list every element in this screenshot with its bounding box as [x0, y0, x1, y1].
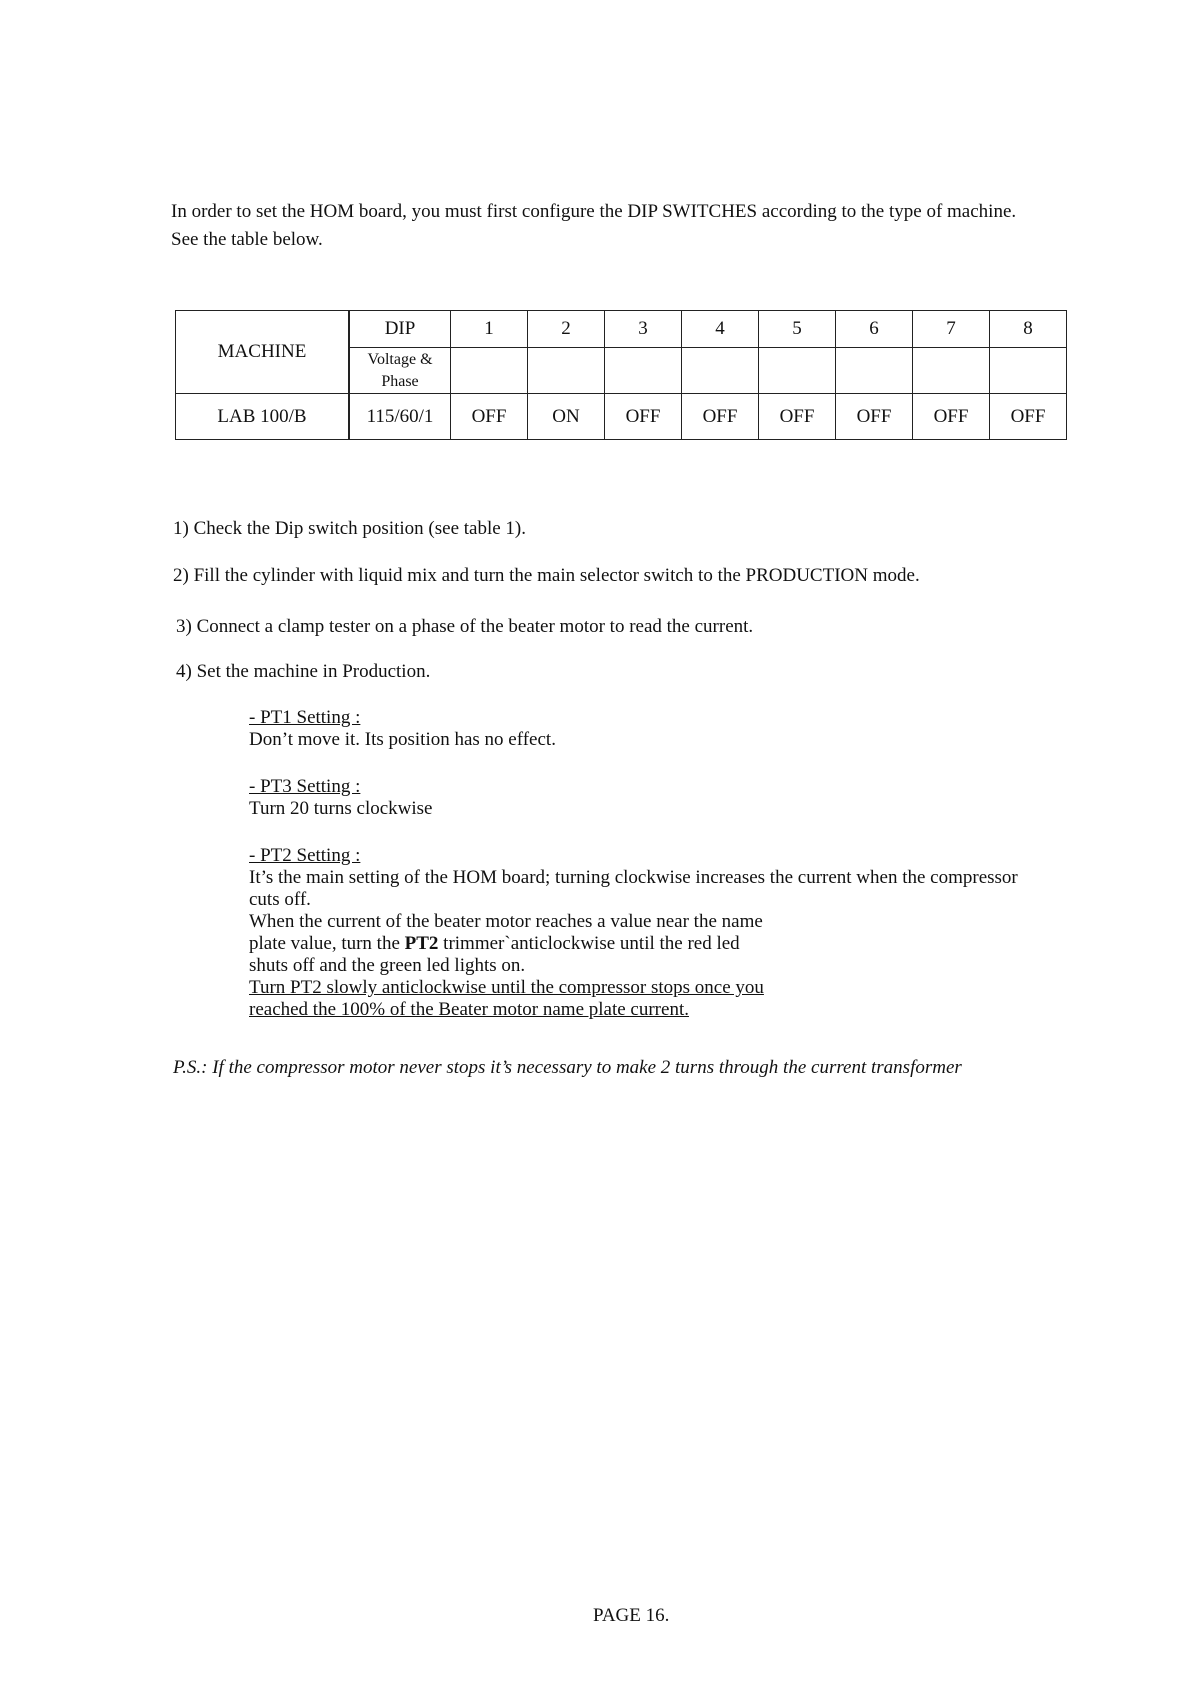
voltage-label-line-2: Phase	[381, 372, 419, 390]
empty-cell	[605, 348, 682, 394]
pt1-header: - PT1 Setting :	[249, 707, 361, 728]
pt1-text: Don’t move it. Its position has no effect.	[249, 729, 556, 750]
pt2-header: - PT2 Setting :	[249, 845, 361, 866]
switch-number-7: 7	[913, 311, 990, 348]
dip-switch-table	[175, 310, 1067, 440]
machine-header: MACHINE	[176, 311, 350, 394]
switch-state-8: OFF	[990, 394, 1067, 440]
voltage-phase-label	[349, 348, 451, 394]
empty-cell	[451, 348, 528, 394]
step-3: 3) Connect a clamp tester on a phase of the beater motor to read the current.	[176, 616, 754, 637]
pt2-line-4-bold: PT2	[404, 933, 439, 954]
switch-number-4: 4	[682, 311, 759, 348]
voltage-phase-value: 115/60/1	[349, 394, 451, 440]
pt2-line-4	[249, 933, 1018, 955]
pt2-line-6: Turn PT2 slowly anticlockwise until the compressor stops once you	[249, 977, 764, 998]
machine-value: LAB 100/B	[176, 394, 350, 440]
switch-number-3: 3	[605, 311, 682, 348]
empty-cell	[990, 348, 1067, 394]
empty-cell	[759, 348, 836, 394]
step-1: 1) Check the Dip switch position (see table 1).	[173, 518, 527, 539]
switch-state-4: OFF	[682, 394, 759, 440]
empty-cell	[682, 348, 759, 394]
pt3-setting	[249, 776, 433, 820]
pt2-line-4-post: trimmer`anticlockwise until the red led	[438, 933, 740, 954]
pt2-line-5: shuts off and the green led lights on.	[249, 955, 526, 976]
switch-state-6: OFF	[836, 394, 913, 440]
dip-label: DIP	[349, 311, 451, 348]
switch-number-1: 1	[451, 311, 528, 348]
switch-number-5: 5	[759, 311, 836, 348]
pt3-text: Turn 20 turns clockwise	[249, 798, 433, 819]
switch-number-6: 6	[836, 311, 913, 348]
intro-paragraph	[171, 198, 1111, 254]
empty-cell	[836, 348, 913, 394]
switch-state-5: OFF	[759, 394, 836, 440]
empty-cell	[913, 348, 990, 394]
pt1-setting	[249, 707, 556, 751]
pt2-line-2: cuts off.	[249, 889, 311, 910]
pt2-line-3: When the current of the beater motor reaches a value near the name	[249, 911, 763, 932]
intro-line-1: In order to set the HOM board, you must first configure the DIP SWITCHES according to the type of machine.	[171, 201, 1017, 222]
pt2-setting	[249, 845, 1018, 1021]
step-4: 4) Set the machine in Production.	[176, 661, 431, 682]
pt2-line-4-pre: plate value, turn the	[249, 933, 405, 954]
switch-number-2: 2	[528, 311, 605, 348]
pt3-header: - PT3 Setting :	[249, 776, 361, 797]
switch-state-2: ON	[528, 394, 605, 440]
step-2: 2) Fill the cylinder with liquid mix and turn the main selector switch to the PRODUCTION mode.	[173, 565, 920, 586]
switch-state-3: OFF	[605, 394, 682, 440]
voltage-label-line-1: Voltage &	[367, 350, 433, 368]
pt2-line-1: It’s the main setting of the HOM board; turning clockwise increases the current when the compressor	[249, 867, 1018, 888]
intro-line-2: See the table below.	[171, 229, 323, 250]
page-number: PAGE 16.	[593, 1605, 670, 1626]
switch-state-1: OFF	[451, 394, 528, 440]
ps-note: P.S.: If the compressor motor never stops it’s necessary to make 2 turns through the current transformer	[173, 1057, 962, 1078]
switch-number-8: 8	[990, 311, 1067, 348]
pt2-line-7: reached the 100% of the Beater motor name plate current.	[249, 999, 689, 1020]
switch-state-7: OFF	[913, 394, 990, 440]
empty-cell	[528, 348, 605, 394]
